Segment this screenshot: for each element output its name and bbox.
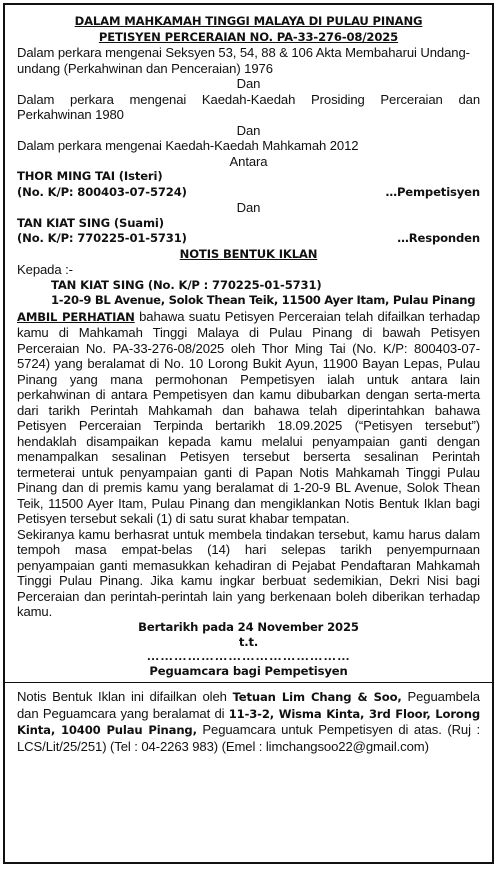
- body-paragraph-1: [17, 309, 480, 527]
- signoff-tt: t.t.: [238, 635, 259, 649]
- recital-act: Dalam perkara mengenai Seksyen 53, 54, 88 & 106 Akta Membaharui Undang-undang (Perkahwinan dan Penceraian) 1976: [17, 45, 470, 76]
- kepada-label: Kepada :-: [17, 262, 73, 277]
- recital-rules: Dalam perkara mengenai Kaedah-Kaedah Prosiding Perceraian dan Perkahwinan 1980: [17, 91, 480, 122]
- petition-number: PETISYEN PERCERAIAN NO. PA-33-276-08/2025: [98, 29, 399, 44]
- footer-text-1: Notis Bentuk Iklan ini difailkan oleh: [17, 689, 233, 704]
- court-heading: DALAM MAHKAMAH TINGGI MALAYA DI PULAU PINANG: [74, 14, 423, 28]
- signoff-date: Bertarikh pada 24 November 2025: [138, 619, 359, 634]
- divider: [5, 682, 492, 683]
- signatory: Peguamcara bagi Pempetisyen: [149, 663, 348, 678]
- notice-title: NOTIS BENTUK IKLAN: [179, 246, 318, 261]
- petitioner-row: [17, 185, 480, 201]
- petitioner-name: THOR MING TAI (Isteri): [17, 169, 163, 183]
- ambil-perhatian-lead: AMBIL PERHATIAN: [17, 309, 135, 324]
- petitioner-role: …Pempetisyen: [385, 184, 480, 199]
- signature-dots: ………………………………………: [146, 647, 351, 663]
- respondent-name: TAN KIAT SING (Suami): [17, 215, 164, 230]
- connector-dan: Dan: [236, 76, 261, 91]
- connector-antara: Antara: [229, 153, 268, 169]
- recipient-address: 1-20-9 BL Avenue, Solok Thean Teik, 11500 Ayer Itam, Pulau Pinang: [51, 293, 476, 307]
- connector-dan: Dan: [236, 122, 261, 138]
- respondent-ic: (No. K/P: 770225-01-5731): [17, 231, 187, 245]
- footer-text-3: Peguamcara untuk Pempetisyen di atas. (Ruj : LCS/Lit/25/251) (Tel : 04-2263 983) (Emel : limchangsoo22@gmail.com): [17, 722, 480, 754]
- connector-dan: Dan: [236, 200, 261, 215]
- respondent-role: …Responden: [397, 231, 480, 245]
- law-firm-address: 11-3-2, Wisma Kinta, 3rd Floor, Lorong Kinta, 10400 Pulau Pinang,: [17, 706, 480, 737]
- petitioner-ic: (No. K/P: 800403-07-5724): [17, 184, 187, 199]
- footer-paragraph: [17, 689, 480, 754]
- body-text-1: bahawa suatu Petisyen Perceraian telah difailkan terhadap kamu di Mahkamah Tinggi Malaya di Pulau Pinang di bawah Petisyen Perceraian No. PA-33-276-08/2025 oleh Thor Ming Tai (No. K/P: 800403-07-5724) yang beralamat di No. 10 Lorong Bukit Ayun, 11900 Bayan Lepas, Pulau Pinang yang mana permohonan Pempetisyen ialah untuk antara lain perkahwinan di antara Pempetisyen dan kamu dibubarkan dengan serta-merta dari tarikh Perintah Mahkamah dan bahawa telah diperintahkan bahawa Petisyen Perceraian Terpinda bertarikh 18.09.2025 (“Petisyen tersebut”) hendaklah disampaikan kepada kamu melalui penyampaian ganti dengan menampalkan sesalinan Petisyen tersebut berserta sesalinan Perintah termeterai untuk penyampaian ganti di Papan Notis Mahkamah Tinggi Pulau Pinang dan di premis kamu yang beralamat di 1-20-9 BL Avenue, Solok Thean Teik, 11500 Ayer Itam, Pulau Pinang dan mengiklankan Notis Bentuk Iklan bagi Petisyen tersebut sekali (1) di satu surat khabar tempatan.: [17, 308, 480, 526]
- footer-text-2: Peguambela dan Peguamcara yang beralamat di: [17, 689, 480, 721]
- recipient-name: TAN KIAT SING (No. K/P : 770225-01-5731): [51, 277, 322, 292]
- respondent-row: [17, 231, 480, 247]
- legal-notice: [3, 3, 494, 864]
- body-paragraph-2: Sekiranya kamu berhasrat untuk membela tindakan tersebut, kamu harus dalam tempoh masa empat-belas (14) hari selepas tarikh penyempurnaan penyampaian ganti memasukkan kehadiran di Pejabat Pendaftaran Mahkamah Tinggi Pulau Pinang. Jika kamu ingkar berbuat sedemikian, Dekri Nisi bagi Perceraian dan perintah-perintah lain yang berkenaan boleh diberikan terhadap kamu.: [17, 526, 480, 619]
- law-firm-name: Tetuan Lim Chang & Soo,: [232, 690, 402, 704]
- recital-court-rules: Dalam perkara mengenai Kaedah-Kaedah Mahkamah 2012: [17, 138, 359, 153]
